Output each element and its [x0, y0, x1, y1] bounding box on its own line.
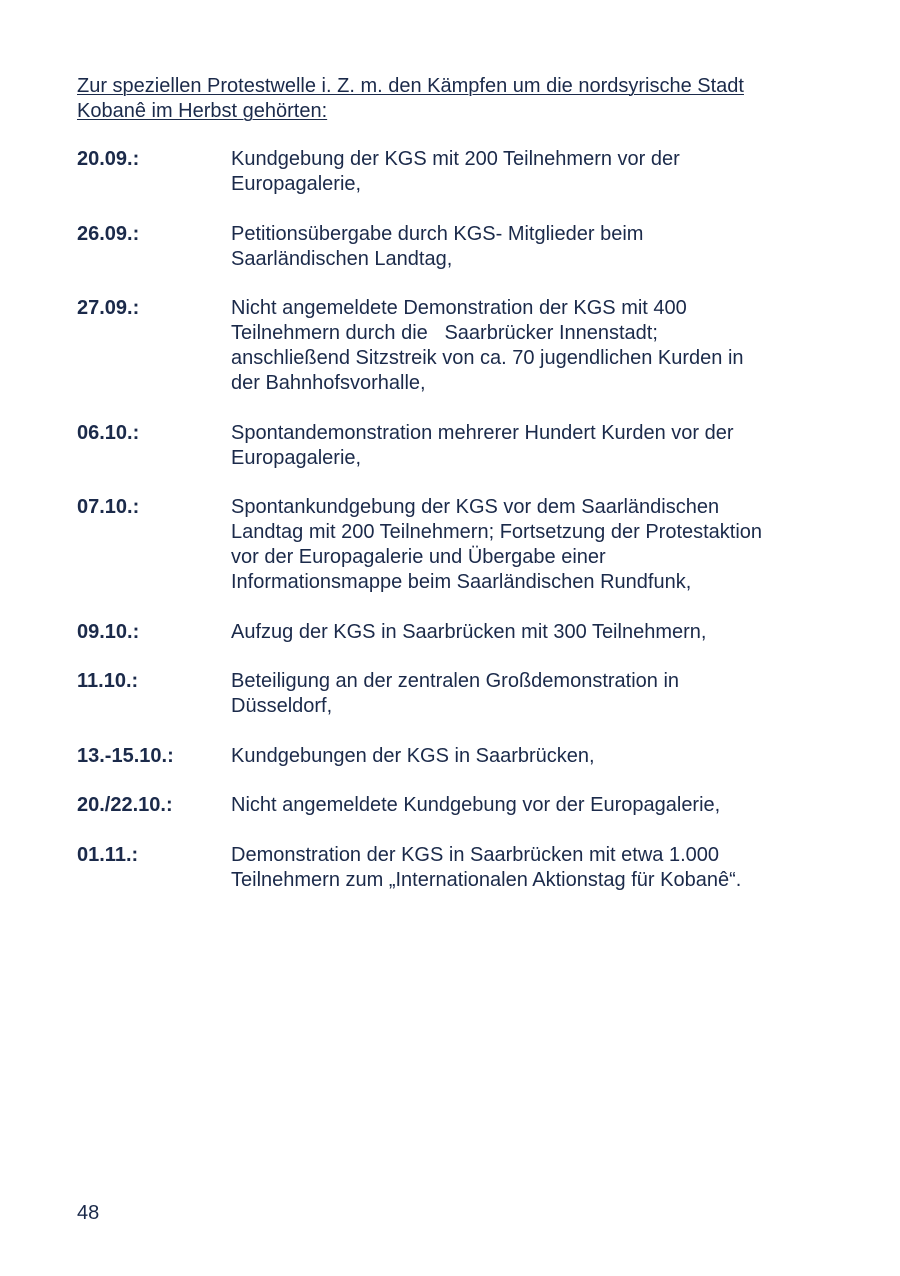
- event-description: [231, 793, 817, 818]
- event-date: 26.09.:: [77, 222, 140, 245]
- event-entry: [77, 669, 817, 719]
- event-date: 27.09.:: [77, 297, 140, 319]
- event-description: [231, 495, 817, 595]
- event-description-line: Teilnehmern durch die Saarbrücker Innenstadt;: [231, 322, 658, 344]
- event-description: [231, 147, 817, 197]
- event-entry: [77, 222, 817, 272]
- event-entry: [77, 793, 817, 818]
- event-description-line: Kundgebungen der KGS in Saarbrücken,: [231, 744, 595, 767]
- heading-line: Kobanê im Herbst gehörten:: [77, 100, 328, 122]
- event-entry: [77, 296, 817, 396]
- event-entry: [77, 843, 817, 893]
- heading-line: Zur speziellen Protestwelle i. Z. m. den Kämpfen um die nordsyrische Stadt: [77, 75, 744, 97]
- event-date: 20.09.:: [77, 148, 140, 170]
- event-description-line: Aufzug der KGS in Saarbrücken mit 300 Teilnehmern,: [231, 620, 707, 643]
- event-description-line: Beteiligung an der zentralen Großdemonstration in: [231, 670, 680, 692]
- event-description: [231, 669, 817, 719]
- event-entry: [77, 421, 817, 471]
- event-description-line: Demonstration der KGS in Saarbrücken mit etwa 1.000: [231, 843, 720, 866]
- event-description: [231, 222, 817, 272]
- event-description-line: der Bahnhofsvorhalle,: [231, 372, 426, 394]
- event-date: 11.10.:: [77, 670, 139, 692]
- event-date: 13.-15.10.:: [77, 744, 174, 767]
- event-date: 20./22.10.:: [77, 794, 173, 816]
- event-date: 01.11.:: [77, 843, 139, 866]
- event-date: 09.10.:: [77, 620, 140, 643]
- event-entry: [77, 147, 817, 197]
- event-description: [231, 620, 817, 645]
- event-description-line: Teilnehmern zum „Internationalen Aktionstag für Kobanê“.: [231, 868, 742, 891]
- event-description: [231, 744, 817, 769]
- page-number: 48: [77, 1202, 100, 1224]
- event-entry: [77, 495, 817, 595]
- event-description-line: vor der Europagalerie und Übergabe einer: [231, 546, 606, 568]
- section-heading: [77, 74, 817, 124]
- event-description-line: Spontankundgebung der KGS vor dem Saarländischen: [231, 496, 720, 518]
- event-date: 07.10.:: [77, 496, 140, 518]
- event-description-line: Nicht angemeldete Demonstration der KGS mit 400: [231, 297, 687, 319]
- event-description-line: Spontandemonstration mehrerer Hundert Kurden vor der: [231, 421, 734, 444]
- event-description-line: Düsseldorf,: [231, 695, 333, 717]
- event-description-line: Saarländischen Landtag,: [231, 247, 453, 270]
- event-entry: [77, 620, 817, 645]
- event-description-line: Landtag mit 200 Teilnehmern; Fortsetzung der Protestaktion: [231, 521, 763, 543]
- event-description-line: Petitionsübergabe durch KGS- Mitglieder beim: [231, 222, 644, 245]
- event-description: [231, 296, 817, 396]
- event-description-line: Nicht angemeldete Kundgebung vor der Europagalerie,: [231, 794, 721, 816]
- event-description-line: Europagalerie,: [231, 173, 362, 195]
- event-description: [231, 421, 817, 471]
- event-description: [231, 843, 817, 893]
- event-entry: [77, 744, 817, 769]
- event-list: [77, 147, 817, 917]
- event-description-line: anschließend Sitzstreik von ca. 70 jugendlichen Kurden in: [231, 347, 744, 369]
- event-date: 06.10.:: [77, 421, 140, 444]
- event-description-line: Europagalerie,: [231, 446, 362, 469]
- event-description-line: Kundgebung der KGS mit 200 Teilnehmern vor der: [231, 148, 680, 170]
- event-description-line: Informationsmappe beim Saarländischen Rundfunk,: [231, 571, 692, 593]
